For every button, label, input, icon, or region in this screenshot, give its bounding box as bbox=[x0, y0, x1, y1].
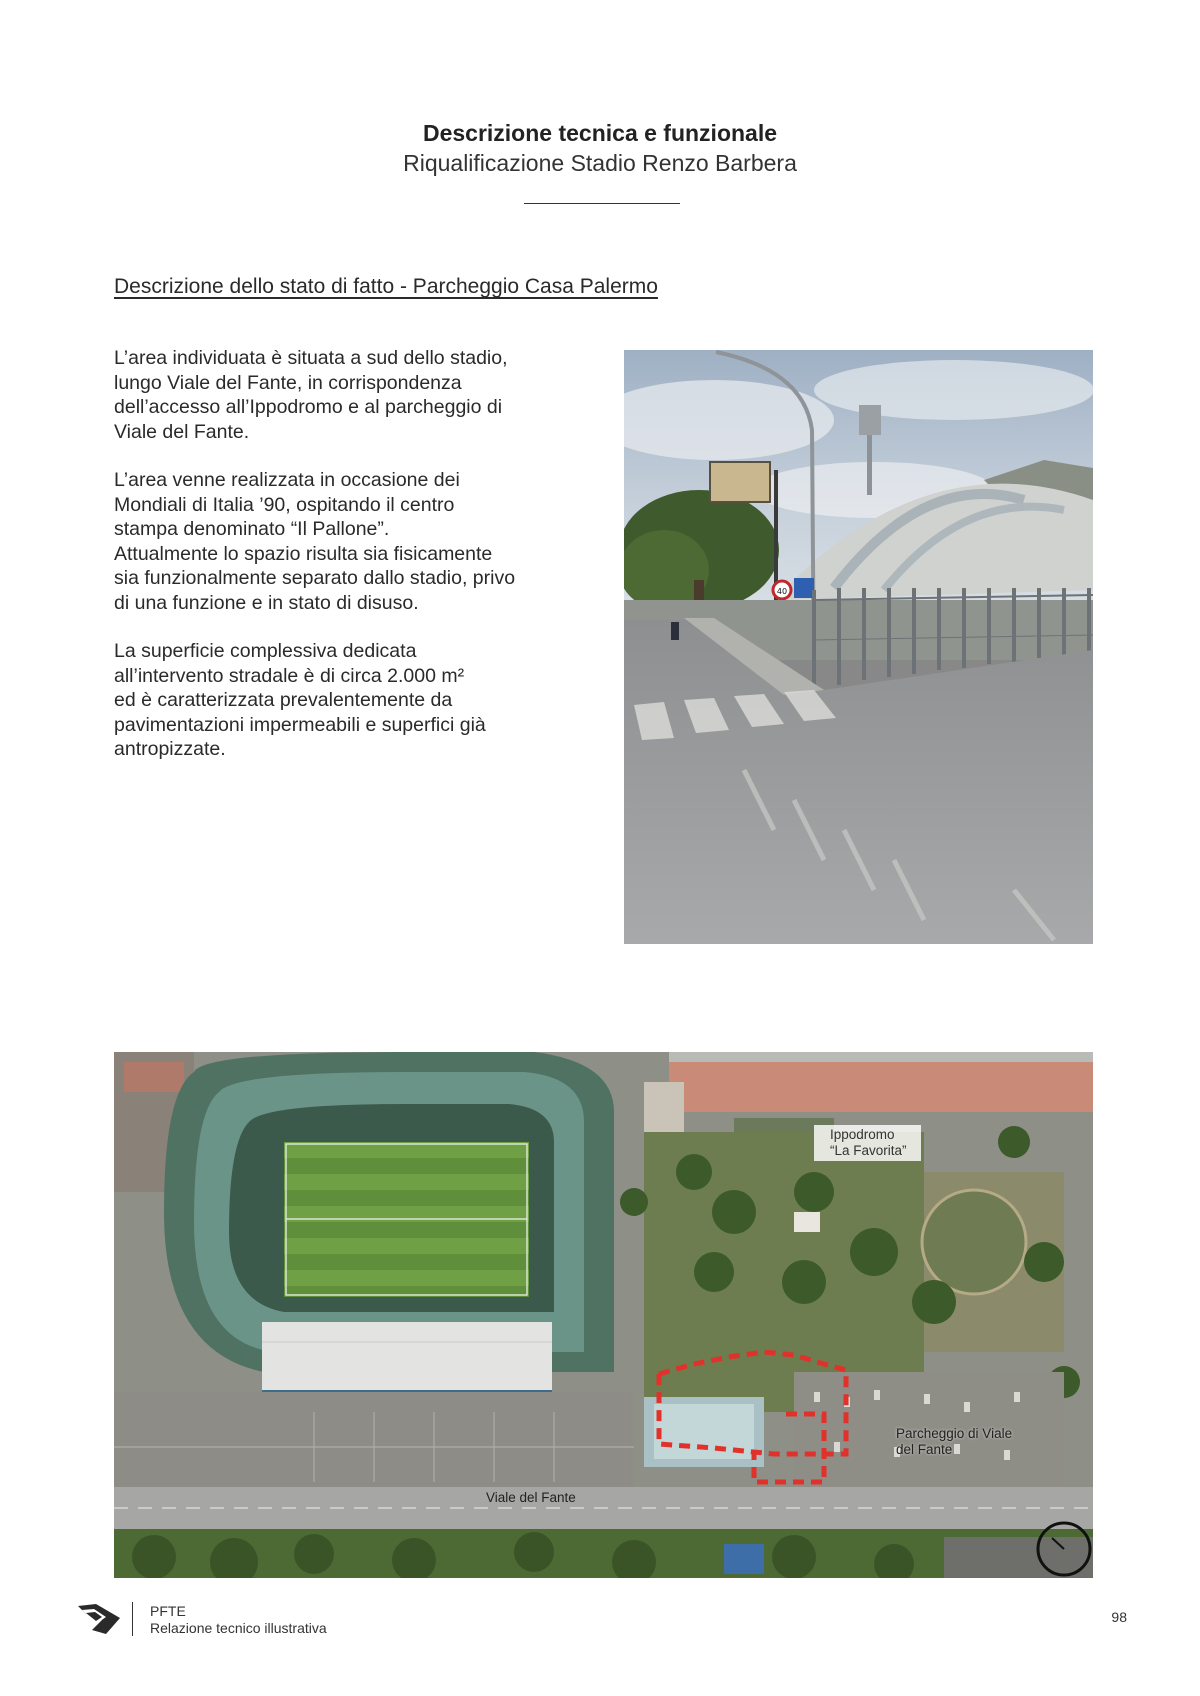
crossing-sign bbox=[794, 578, 814, 598]
palermo-logo-icon bbox=[76, 1600, 122, 1636]
page-header bbox=[0, 118, 1200, 178]
speed-limit-value: 40 bbox=[776, 587, 788, 596]
footer-doc-title: Relazione tecnico illustrativa bbox=[150, 1620, 327, 1636]
header-divider bbox=[524, 203, 680, 204]
paragraph-location: L’area individuata è situata a sud dello stadio, lungo Viale del Fante, in corrispondenza dell’accesso all’Ippodromo e al parcheggio di Viale del Fante. bbox=[114, 347, 508, 443]
stadium bbox=[164, 1052, 614, 1398]
paragraph-history: L’area venne realizzata in occasione dei Mondiali di Italia ’90, ospitando il centro stampa denominato “Il Pallone”. Attualmente lo spazio risulta sia fisicamente sia funzionalmente separato dallo stadio, privo di una funzione e in stato di disuso. bbox=[114, 469, 516, 614]
street-photo-illustration bbox=[624, 350, 1093, 944]
sports-court bbox=[724, 1544, 764, 1574]
stadium-roof bbox=[262, 1322, 552, 1392]
cyclist bbox=[671, 622, 679, 640]
garden-circle bbox=[922, 1190, 1026, 1294]
section-title: Descrizione dello stato di fatto - Parcheggio Casa Palermo bbox=[114, 275, 658, 298]
label-parcheggio: Parcheggio di Viale del Fante bbox=[896, 1426, 1013, 1457]
page-number: 98 bbox=[1111, 1609, 1127, 1625]
label-ippodromo: Ippodromo “La Favorita” bbox=[814, 1125, 921, 1161]
aerial-map-illustration bbox=[114, 1052, 1093, 1578]
document-subtitle: Riqualificazione Stadio Renzo Barbera bbox=[403, 150, 797, 176]
footer-doc-type: PFTE bbox=[150, 1603, 186, 1619]
shop-sign bbox=[710, 462, 770, 502]
aerial-map bbox=[114, 1052, 1093, 1578]
road bbox=[624, 620, 1093, 944]
body-text bbox=[114, 346, 604, 786]
footer-text bbox=[150, 1603, 327, 1637]
footer-divider bbox=[132, 1602, 133, 1636]
document-title: Descrizione tecnica e funzionale bbox=[422, 120, 778, 146]
paragraph-surface: La superficie complessiva dedicata all’intervento stradale è di circa 2.000 m² ed è caratterizzata prevalentemente da pavimentazioni impermeabili e superfici già antropizzate. bbox=[114, 640, 486, 760]
street-photo bbox=[624, 350, 1093, 944]
floodlight bbox=[859, 405, 881, 435]
label-viale-del-fante: Viale del Fante bbox=[486, 1490, 576, 1505]
